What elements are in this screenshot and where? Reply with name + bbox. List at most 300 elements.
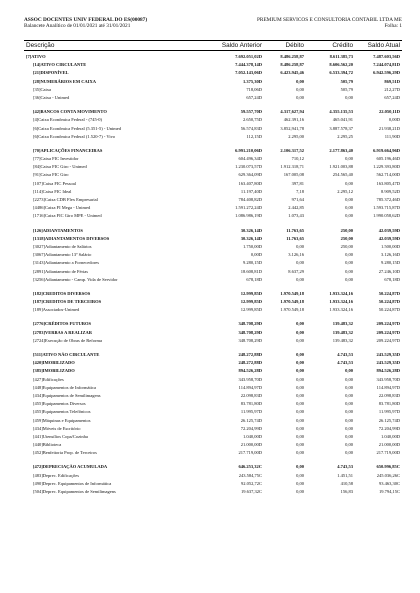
column-header [24,40,402,51]
current-balance-cell: 209.224,97D [376,329,400,335]
previous-balance-cell: 114.894,97D [238,384,262,390]
debit-cell: 0,00 [296,276,304,282]
table-row [24,449,402,457]
credit-cell: 4.743,53 [337,464,353,470]
debit-cell: 0,00 [296,337,304,343]
current-balance-cell: 605.196,46D [376,156,400,162]
debit-cell: 0,00 [296,489,304,494]
debit-cell: 167.005,08 [283,172,304,178]
debit-cell: 3.126,16 [288,252,304,258]
debit-cell: 462.391,16 [283,117,304,123]
account-description: [440]Biblioteca [33,442,62,448]
previous-balance-cell: 12.999,85D [240,290,262,296]
table-row [24,212,402,220]
credit-cell: 2.295,12 [337,188,353,194]
current-balance-cell: 7.487.603,56D [373,54,400,59]
debit-cell: 2.295,00 [288,133,304,139]
debit-cell: 4.317,627,94 [280,109,304,115]
credit-cell: 8.606.562,20 [329,62,353,68]
previous-balance-cell: 7.052.143,06D [235,70,262,76]
current-balance-cell: 209.224,97D [376,337,400,343]
account-description: [7]ATIVO [26,54,46,59]
accountant-name: PREMIUM SERVICOS E CONSULTORIA CONTABIL LTDA ME [256,17,402,23]
current-balance-cell: 26.125,74D [378,417,400,423]
account-description: [3027]Adiantamento de Salários [33,243,92,249]
table-row [24,290,402,298]
account-description: [3256]Adiantamento - Camp. Vida de Servidor [33,276,118,282]
account-description: [21]DISPONÍVEL [33,70,69,76]
debit-cell: 11.763,65 [286,227,304,233]
table-row [24,116,402,124]
table-row [24,94,402,102]
account-description: [420]IMOBILIZADO [33,360,75,366]
debit-cell: 2.442,85 [288,205,304,211]
debit-cell: 971,64 [291,197,304,202]
debit-cell: 0,00 [296,360,304,366]
credit-cell: 0,00 [345,213,353,219]
report-period: Balancete Analítico de 01/01/2021 até 31/01/2021 [24,23,131,29]
previous-balance-cell: 12.999,85D [240,307,262,313]
previous-balance-cell: 646.253,32C [238,464,262,470]
table-row [24,78,402,86]
debit-cell: 0,00 [296,450,304,456]
current-balance-cell: 114.894,97D [376,384,400,390]
credit-cell: 0,00 [345,384,353,390]
debit-cell: 710,12 [291,156,304,162]
debit-cell: 0,00 [296,352,304,357]
credit-cell: 0,00 [345,94,353,100]
current-balance-cell: 0,00D [388,117,400,123]
account-description: [2724]Execução de Obras de Reforma [33,337,102,343]
current-balance-cell: 22.098,83D [378,392,400,398]
account-description: [385]IMOBILIZADO [33,368,75,374]
debit-cell: 3.852,941,78 [280,125,304,131]
col-current-balance: Saldo Atual [367,42,400,49]
debit-cell: 0,00 [296,433,304,439]
credit-cell: 1.451,51 [337,472,353,478]
current-balance-cell: 9.280,15D [381,260,400,266]
table-row [24,351,402,359]
credit-cell: 410,58 [340,480,353,486]
account-description: [3143]Adiantamento a Fornecedores [33,260,99,266]
table-row [24,268,402,276]
credit-cell: 0,00 [345,276,353,282]
debit-cell: 0,00 [296,321,304,327]
debit-cell: 1.912.318,71 [280,164,304,170]
previous-balance-cell: 604.496,34D [238,156,262,162]
debit-cell: 0,00 [296,384,304,390]
debit-cell: 0,00 [296,78,304,84]
table-row [24,125,402,133]
table-row [24,276,402,284]
table-row [24,306,402,314]
credit-cell: 0,00 [345,205,353,211]
previous-balance-cell: 0,00D [250,252,262,258]
previous-balance-cell: 217.719,00D [238,450,262,456]
table-row [24,61,402,69]
previous-balance-cell: 9.280,15D [243,260,262,266]
credit-cell: 1.933.324,16 [329,290,353,296]
table-row [24,171,402,179]
current-balance-cell: 1.500,00D [381,243,400,249]
table-row [24,53,402,61]
credit-cell: 254.565,40 [332,172,353,178]
current-balance-cell: 19.794,15C [378,489,400,494]
previous-balance-cell: 248.272,88D [238,352,262,357]
credit-cell: 0,00 [345,260,353,266]
debit-cell: 1.073,43 [288,213,304,219]
credit-cell: 250,00 [340,227,353,233]
previous-balance-cell: 343.958,70D [238,376,262,382]
table-row [24,400,402,408]
account-description: [2273]Caixa CDB Flex Empresarial [33,197,98,202]
table-row [24,133,402,141]
credit-cell: 0,00 [345,401,353,407]
previous-balance-cell: 718,06D [246,86,262,92]
credit-cell: 0,00 [345,156,353,162]
previous-balance-cell: 12.999,85D [240,299,262,305]
current-balance-cell: 243.529,35D [376,352,400,357]
account-description: [189]Associados-Unimed [33,307,80,313]
credit-cell: 0,00 [345,392,353,398]
account-description: [36]Caixa - Unimed [33,94,70,100]
table-row [24,463,402,471]
current-balance-cell: 678,18D [384,276,400,282]
debit-cell: 397,81 [291,180,304,186]
account-description: [452]Benfeitoria Prop. de Terceiros [33,450,97,456]
account-description: [4486]Caixa FI Mega - Unimed [33,205,91,211]
table-row [24,320,402,328]
table-row [24,425,402,433]
table-row [24,384,402,392]
account-description: [182]CREDITOS DIVERSOS [33,290,91,296]
current-balance-cell: 83.781,80D [378,401,400,407]
debit-cell: 7,18 [296,188,304,194]
previous-balance-cell: 22.098,83D [240,392,262,398]
table-row [24,204,402,212]
credit-cell: 1.921.003,88 [329,164,353,170]
credit-cell: 0,00 [345,268,353,274]
company-name: ASSOC DOCENTES UNIV FEDERAL DO ES(00087) [24,17,148,23]
current-balance-cell: 50.224,87D [378,307,400,313]
account-description: [6]Caixa Econômica Federal (1.520-7) - Vivo [33,133,116,139]
table-row [24,480,402,488]
debit-cell: 0,00 [296,442,304,448]
debit-cell: 0,00 [296,392,304,398]
credit-cell: 139.483,32 [332,321,353,327]
account-description: [4]Caixa Econômica Federal - (745-0) [33,117,102,123]
col-previous-balance: Saldo Anterior [221,42,262,49]
current-balance-cell: 163.805,47D [376,180,400,186]
current-balance-cell: 21.000,00D [378,442,400,448]
account-description: [511]ATIVO NÃO CIRCULANTE [33,352,100,357]
credit-cell: 465.041,91 [332,117,353,123]
table-row [24,235,402,243]
credit-cell: 4.743,53 [337,352,353,357]
credit-cell: 2.177.863,40 [329,147,353,153]
credit-cell: 1.933.324,16 [329,307,353,313]
current-balance-cell: 650.996,85C [376,464,400,470]
table-row [24,433,402,441]
previous-balance-cell: 629.364,09D [238,172,262,178]
account-description: [2783]VERBAS A REALIZAR [33,329,93,335]
credit-cell: 250,00 [340,235,353,241]
debit-cell: 0,00 [296,260,304,266]
debit-cell: 0,00 [296,464,304,470]
table-row [24,417,402,425]
debit-cell: 8.486.258,87 [280,62,304,68]
debit-cell: 0,00 [296,94,304,100]
table-row [24,359,402,367]
debit-cell: 1.970.549,18 [280,299,304,305]
current-balance-cell: 894.526,28D [376,368,400,374]
debit-cell: 0,00 [296,472,304,478]
current-balance-cell: 869,51D [384,78,400,84]
previous-balance-cell: 7.692.051,02D [235,54,262,59]
table-row [24,298,402,306]
credit-cell: 0,00 [345,409,353,415]
account-description: [91]Caixa FIC Giro [33,172,69,178]
previous-balance-cell: 6.991.210,06D [235,147,262,153]
previous-balance-cell: 7.444.378,14D [235,62,262,68]
current-balance-cell: 42.039,59D [378,235,400,241]
table-row [24,147,402,155]
previous-balance-cell: 1.086.986,19D [235,213,262,219]
account-description: [77]Caixa FIC Investidor [33,156,79,162]
table-row [24,86,402,94]
debit-cell: 0,00 [296,409,304,415]
credit-cell: 0,00 [345,197,353,202]
table-row [24,108,402,116]
account-description: [107]Caixa FIC Pessoal [33,180,76,186]
previous-balance-cell: 348.708,29D [238,337,262,343]
col-credit: Crédito [332,42,353,49]
current-balance-cell: 1.990.058,62D [373,213,400,219]
table-row [24,155,402,163]
current-balance-cell: 3.126,16D [381,252,400,258]
debit-cell: 0,00 [296,376,304,382]
debit-cell: 0,00 [296,86,304,92]
account-description: [1716]Caixa FIC Giro MPE - Unimed [33,213,102,219]
credit-cell: 505,79 [340,78,353,84]
current-balance-cell: 72.204,99D [378,425,400,431]
table-row [24,441,402,449]
current-balance-cell: 6.942.596,29D [373,70,400,76]
account-description: [434]Móveis de Escritório [33,425,81,431]
account-description: [459]Máquinas e Equipamentos [33,417,91,423]
current-balance-cell: 1.040,00D [381,433,400,439]
credit-cell: 6.533.394,72 [329,70,353,76]
current-balance-cell: 209.224,97D [376,321,400,327]
account-description: [427]Edificações [33,376,64,382]
previous-balance-cell: 59.557,70D [240,109,262,115]
current-balance-cell: 42.039,59D [378,227,400,233]
current-balance-cell: 245.036,26C [376,472,400,478]
current-balance-cell: 11.995,97D [378,409,400,415]
previous-balance-cell: 678,18D [246,276,262,282]
previous-balance-cell: 1.375,30D [243,78,262,84]
credit-cell: 4.355.135,53 [329,109,353,115]
credit-cell: 139.483,32 [332,337,353,343]
table-row [24,392,402,400]
credit-cell: 0,00 [345,450,353,456]
account-description: [114]Caixa FIC Ideal [33,188,72,194]
table-row [24,227,402,235]
credit-cell: 0,00 [345,433,353,439]
table-row [24,259,402,267]
account-description: [441]Utensílios Copa/Cozinha [33,433,88,439]
debit-cell: 1.970.549,18 [280,290,304,296]
current-balance-cell: 212,27D [384,86,400,92]
table-row [24,243,402,251]
account-description: [490]Deprec. Equipamentos de Informática [33,480,112,486]
debit-cell: 0,00 [296,425,304,431]
current-balance-cell: 50.224,87D [378,290,400,296]
debit-cell: 1.970.549,18 [280,307,304,313]
current-balance-cell: 785.372,46D [376,197,400,202]
credit-cell: 139.483,32 [332,329,353,335]
current-balance-cell: 562.714,00D [376,172,400,178]
account-description: [455]Equipamentos Telefônicos [33,409,91,415]
account-description: [1318]ADIANTAMENTOS DIVERSOS [33,235,110,241]
credit-cell: 156,83 [340,489,353,494]
current-balance-cell: 27.246,10D [378,268,400,274]
credit-cell: 0,00 [345,180,353,186]
previous-balance-cell: 1.591.272,24D [235,205,262,211]
previous-balance-cell: 21.000,00D [240,442,262,448]
credit-cell: 1.933.324,16 [329,299,353,305]
debit-cell: 11.763,65 [286,235,304,241]
account-description: [455]Equipamentos Diversos [33,401,86,407]
account-description: [472]DEPRECIAÇÃO ACUMULADA [33,464,108,470]
previous-balance-cell: 26.125,74D [240,417,262,423]
credit-cell: 3.887.578,37 [329,125,353,131]
credit-cell: 0,00 [345,252,353,258]
previous-balance-cell: 243.584,75C [238,472,262,478]
debit-cell: 0,00 [296,368,304,374]
account-description: [504]Deprec. Equipamentos de Semilimagens [33,489,116,494]
previous-balance-cell: 56.574,83D [240,125,262,131]
previous-balance-cell: 348.708,29D [238,321,262,327]
previous-balance-cell: 784.408,82D [238,197,262,202]
account-description: [70]APLICAÇÕES FINANCEIRAS [33,147,103,153]
previous-balance-cell: 248.272,88D [238,360,262,366]
account-description: [2776]CRÉDITOS FUTUROS [33,321,92,327]
account-description: [434]Equipamentos de Semilimagens [33,392,101,398]
previous-balance-cell: 657,24D [246,94,262,100]
credit-cell: 250,00 [340,243,353,249]
previous-balance-cell: 72.204,99D [240,425,262,431]
debit-cell: 0,00 [296,401,304,407]
current-balance-cell: 8.909,52D [381,188,400,194]
credit-cell: 2.295,25 [337,133,353,139]
table-row [24,251,402,259]
credit-cell: 0,00 [345,425,353,431]
account-description: [3067]Adiantamento 13º Salário [33,252,92,258]
credit-cell: 0,00 [345,376,353,382]
table-row [24,180,402,188]
account-rows [24,53,402,496]
account-description: [14]ATIVO CIRCULANTE [33,62,87,68]
account-description: [42]BANCOS CONTA MOVIMENTO [33,109,107,115]
table-row [24,472,402,480]
current-balance-cell: 6.919.664,96D [373,147,400,153]
current-balance-cell: 217.719,00D [376,450,400,456]
table-row [24,163,402,171]
previous-balance-cell: 92.052,72C [240,480,262,486]
credit-cell: 0,00 [345,442,353,448]
previous-balance-cell: 11.197,40D [240,188,262,194]
previous-balance-cell: 18.608,81D [240,268,262,274]
previous-balance-cell: 2.650,75D [243,117,262,123]
debit-cell: 0,00 [296,417,304,423]
debit-cell: 8.637,29 [288,268,304,274]
table-row [24,69,402,77]
previous-balance-cell: 30.326,14D [240,235,262,241]
current-balance-cell: 657,24D [384,94,400,100]
account-description: [483]Deprec. Edificações [33,472,79,478]
previous-balance-cell: 19.637,32C [240,489,262,494]
current-balance-cell: 1.229.393,80D [373,164,400,170]
current-balance-cell: 243.529,35D [376,360,400,366]
debit-cell: 0,00 [296,243,304,249]
debit-cell: 8.486.258,87 [280,54,304,59]
account-description: [126]ADIANTAMENTOS [33,227,83,233]
debit-cell: 2.106.317,52 [280,147,304,153]
credit-cell: 4.743,53 [337,360,353,366]
table-row [24,376,402,384]
col-description: Descrição [26,42,55,49]
table-row [24,329,402,337]
previous-balance-cell: 1.040,00D [243,433,262,439]
account-description: [187]CREDITOS DE TERCEIROS [33,299,102,305]
col-debit: Débito [285,42,304,49]
table-row [24,188,402,196]
previous-balance-cell: 83.781,80D [240,401,262,407]
current-balance-cell: 50.224,87D [378,299,400,305]
previous-balance-cell: 112,15D [246,133,262,139]
previous-balance-cell: 1.750,00D [243,243,262,249]
sheet-number: Folha: 1 [384,23,402,29]
debit-cell: 0,00 [296,480,304,486]
current-balance-cell: 21.938,21D [378,125,400,131]
table-row [24,408,402,416]
current-balance-cell: 111,90D [384,133,400,139]
current-balance-cell: 93.463,30C [378,480,400,486]
table-row [24,337,402,345]
account-description: [84]Caixa FIC Giro - Unimed [33,164,87,170]
current-balance-cell: 1.593.715,87D [373,205,400,211]
debit-cell: 0,00 [296,329,304,335]
debit-cell: 6.423.945,46 [280,70,304,76]
table-row [24,196,402,204]
previous-balance-cell: 348.708,29D [238,329,262,335]
current-balance-cell: 7.244.074,81D [373,62,400,68]
previous-balance-cell: 11.995,97D [240,409,262,415]
previous-balance-cell: 163.407,80D [238,180,262,186]
previous-balance-cell: 1.230.073,57D [235,164,262,170]
previous-balance-cell: 894.526,28D [238,368,262,374]
account-description: [448]Equipamentos de Informática [33,384,96,390]
table-row [24,488,402,496]
account-description: [35]Caixa [33,86,51,92]
report-header [24,17,402,29]
current-balance-cell: 343.958,70D [376,376,400,382]
account-description: [2891]Adiantamento de Férias [33,268,88,274]
credit-cell: 505,79 [340,86,353,92]
table-row [24,367,402,375]
credit-cell: 0,00 [345,417,353,423]
